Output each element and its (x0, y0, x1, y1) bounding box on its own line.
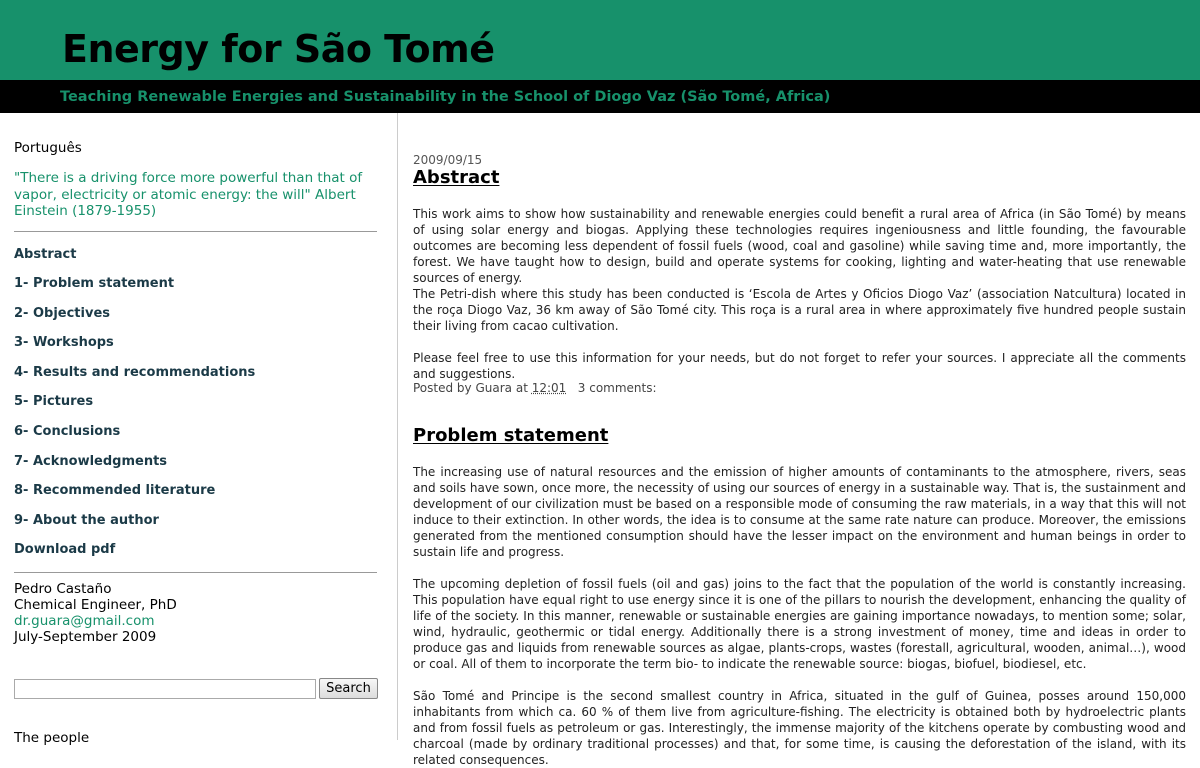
nav-item-results[interactable]: 4- Results and recommendations (14, 365, 256, 380)
post-paragraph: Please feel free to use this information for your needs, but do not forget to refer your sources. I appreciate all the comments and suggestions. (413, 351, 1186, 381)
site-title[interactable]: Energy for São Tomé (62, 27, 495, 71)
post-paragraph: The Petri-dish where this study has been conducted is ‘Escola de Artes y Oficios Diogo Vaz’ (association Natcultura) located in the roça Diogo Vaz, 36 km away of São Tomé city. This roça is a rural area in where approximately five hundred people sustain their living from cacao cultivation. (413, 287, 1186, 333)
post-paragraph: This work aims to show how sustainability and renewable energies could benefit a rural area of Africa (in São Tomé) by means of using solar energy and biogas. Applying these technologies requires ingeniousness and little founding, the favourable outcomes are becoming less dependent of fossil fuels (wood, coal and gasoline) while saving time and, more importantly, the forest. We have taught how to design, build and operate systems for cooking, lighting and water-heating that use renewable sources of energy. (413, 207, 1186, 285)
post-footer (413, 381, 657, 395)
nav-item-about-author[interactable]: 9- About the author (14, 513, 159, 528)
post-paragraph: The upcoming depletion of fossil fuels (oil and gas) joins to the fact that the population of the world is constantly increasing. This population have equal right to use energy since it is one of the pillars to nourish the development, enhancing the quality of life of the society. In this manner, renewable or sustainable energies are gaining importance nowadays, to mention some; solar, wind, hydraulic, geothermic or tidal energy. Additionally there is a strong investment of money, time and ideas in order to produce gas and liquids from renewable sources as algae, plants-crops, wastes (forestall, agricultural, wooden, animal…), wood or coal. All of them to incorporate the term bio- to indicate the renewable source: biogas, biofuel, biodiesel, etc. (413, 577, 1186, 671)
sidebar-divider (14, 572, 377, 573)
site-tagline: Teaching Renewable Energies and Sustainability in the School of Diogo Vaz (São Tomé, Africa) (60, 89, 831, 105)
nav-item-workshops[interactable]: 3- Workshops (14, 335, 114, 350)
post-paragraph: The increasing use of natural resources and the emission of higher amounts of contaminants to the atmosphere, rivers, seas and soils have sown, once more, the necessity of using our sources of energy in a sustainable way. That is, the sustainment and development of our civilization must be based on a responsible mode of consuming the raw materials, in a way that this will not induce to their extinction. In other words, the idea is to consume at the same rate nature can produce. Moreover, the emissions generated from the mentioned consumption should have the lesser impact on the environment and human beings in order to sustain life and progress. (413, 465, 1186, 559)
einstein-quote: "There is a driving force more powerful than that of vapor, electricity or atomic energy: the will" Albert Einstein (1879-1955) (14, 170, 363, 219)
sidebar (14, 113, 377, 746)
post-time-link[interactable]: 12:01 (531, 381, 567, 395)
nav-item-objectives[interactable]: 2- Objectives (14, 306, 111, 321)
comments-link[interactable]: 3 comments: (577, 381, 657, 395)
nav-item-abstract[interactable]: Abstract (14, 247, 77, 262)
post-paragraph: São Tomé and Principe is the second smallest country in Africa, situated in the gulf of Guinea, posses around 150,000 inhabitants from which ca. 60 % of them live from agriculture-fishing. The electricity is obtained both by hydroelectric plants and from fossil fuels as petroleum or gas. Interestingly, the immense majority of the kitchens operate by combusting wood and charcoal (made by ordinary traditional processes) and that, for some time, is causing the deforestation of the island, with its related consequences. (413, 689, 1186, 767)
post-date: 2009/09/15 (413, 153, 483, 167)
nav-item-literature[interactable]: 8- Recommended literature (14, 483, 216, 498)
nav-item-acknowledgments[interactable]: 7- Acknowledgments (14, 454, 168, 469)
nav-item-problem-statement[interactable]: 1- Problem statement (14, 276, 175, 291)
post-title-problem-statement[interactable]: Problem statement (413, 425, 609, 446)
language-link[interactable]: Português (14, 140, 82, 156)
author-name: Pedro Castaño (14, 581, 112, 597)
at-label: at (515, 381, 528, 395)
nav-item-download-pdf[interactable]: Download pdf (14, 542, 116, 557)
column-divider (397, 113, 398, 740)
main-content (413, 113, 1186, 767)
nav-item-conclusions[interactable]: 6- Conclusions (14, 424, 121, 439)
author-title: Chemical Engineer, PhD (14, 597, 177, 613)
sidebar-divider (14, 231, 377, 232)
nav-item-pictures[interactable]: 5- Pictures (14, 394, 94, 409)
author-info (14, 581, 177, 645)
people-heading: The people (14, 730, 90, 746)
author-period: July-September 2009 (14, 629, 157, 645)
search-input[interactable] (14, 679, 316, 699)
post-author-link[interactable]: Guara (475, 381, 513, 395)
search-button[interactable]: Search (319, 678, 378, 699)
author-email[interactable]: dr.guara@gmail.com (14, 613, 155, 629)
posted-by-label: Posted by (413, 381, 472, 395)
post-title-abstract[interactable]: Abstract (413, 167, 500, 188)
